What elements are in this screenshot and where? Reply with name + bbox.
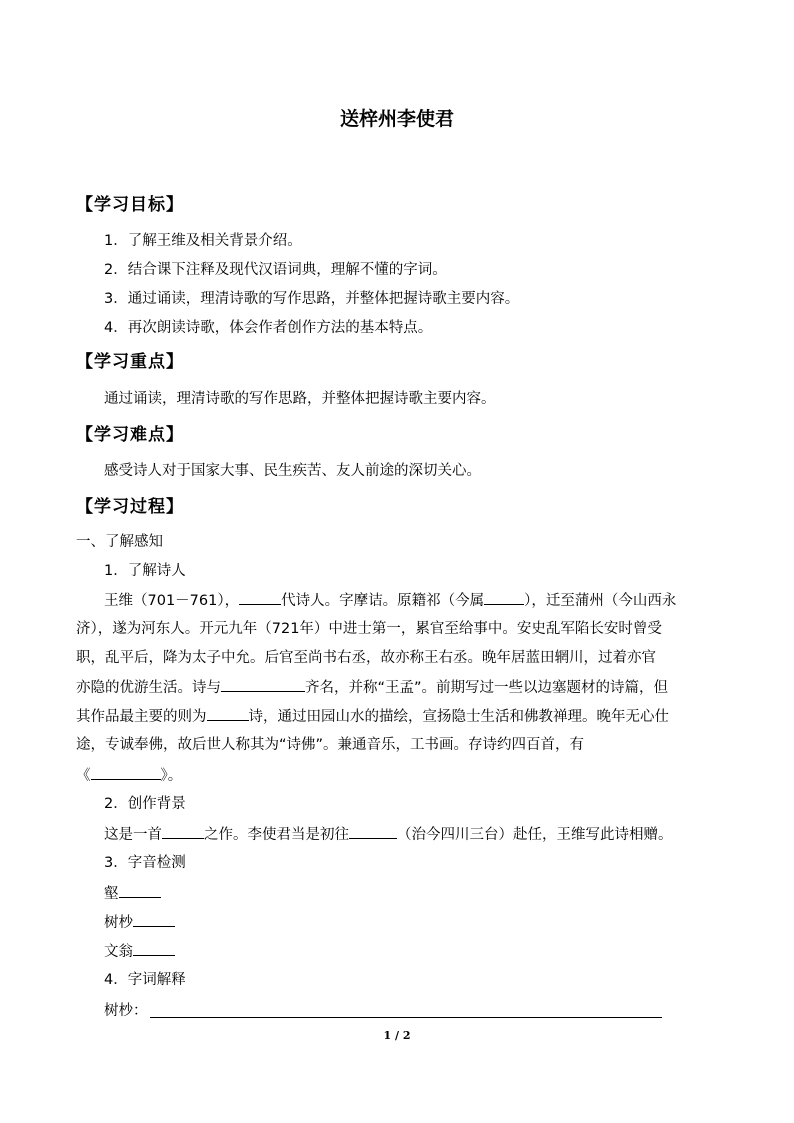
bio-line-3: 职，乱平后，降为太子中允。后官至尚书右丞，故亦称王右丞。晚年居蓝田辋川，过着亦官: [76, 650, 656, 666]
background-line: 这是一首 之作。李使君当是初往 （治今四川三台）赴任，王维写此诗相赠。: [104, 824, 673, 845]
bio-line-5: 其作品最主要的则为 诗，通过田园山水的描绘，宣扬隐士生活和佛教禅理。晚年无心仕: [76, 706, 669, 727]
item-definition-title: 4．字词解释: [104, 972, 186, 988]
genre-blank[interactable]: [207, 706, 249, 721]
item-poet-title: 1．了解诗人: [104, 563, 186, 579]
province-blank[interactable]: [484, 590, 524, 605]
key-heading: 【学习重点】: [76, 352, 184, 372]
goal-item: 1．了解王维及相关背景介绍。: [104, 233, 302, 249]
bio-line-1: 王维（701－761）， 代诗人。字摩诘。原籍祁（今属 ），迁至蒲州（今山西永: [104, 590, 676, 611]
pronunciation-blank[interactable]: [133, 912, 175, 927]
definition-answer-line[interactable]: [150, 1017, 662, 1018]
part-one-title: 一、了解感知: [76, 534, 163, 550]
document-title: 送梓州李使君: [339, 108, 454, 130]
bio-line-2: 济），遂为河东人。开元九年（721年）中进士第一，累官至给事中。安史乱军陷长安时曾受: [76, 621, 662, 637]
pronunciation-blank[interactable]: [119, 883, 161, 898]
goal-item: 3．通过诵读，理清诗歌的写作思路，并整体把握诗歌主要内容。: [104, 291, 520, 307]
goals-heading: 【学习目标】: [76, 195, 184, 215]
poem-type-blank[interactable]: [162, 824, 204, 839]
pronunciation-row: 壑: [104, 883, 161, 904]
goal-item: 4．再次朗读诗歌，体会作者创作方法的基本特点。: [104, 320, 433, 336]
peer-poet-blank[interactable]: [221, 677, 305, 692]
key-text: 通过诵读，理清诗歌的写作思路，并整体把握诗歌主要内容。: [104, 391, 496, 407]
bio-line-7: 《 》。: [76, 765, 182, 786]
destination-blank[interactable]: [349, 824, 397, 839]
bio-line-6: 途，专诚奉佛，故后世人称其为“诗佛”。兼通音乐，工书画。存诗约四百首，有: [76, 737, 585, 753]
page-number: 1 / 2: [383, 1029, 411, 1042]
bio-line-4: 亦隐的优游生活。诗与 齐名，并称“王孟”。前期写过一些以边塞题材的诗篇，但: [76, 677, 668, 698]
definition-label: 树杪：: [104, 1003, 148, 1019]
dynasty-blank[interactable]: [239, 590, 281, 605]
item-background-title: 2．创作背景: [104, 796, 186, 812]
pronunciation-blank[interactable]: [133, 941, 175, 956]
process-heading: 【学习过程】: [76, 497, 184, 517]
collection-blank[interactable]: [91, 765, 161, 780]
goal-item: 2．结合课下注释及现代汉语词典，理解不懂的字词。: [104, 262, 447, 278]
difficulty-heading: 【学习难点】: [76, 425, 184, 445]
difficulty-text: 感受诗人对于国家大事、民生疾苦、友人前途的深切关心。: [104, 463, 481, 479]
pronunciation-row: 树杪: [104, 912, 175, 933]
pronunciation-row: 文翁: [104, 941, 175, 962]
item-pronunciation-title: 3．字音检测: [104, 855, 186, 871]
